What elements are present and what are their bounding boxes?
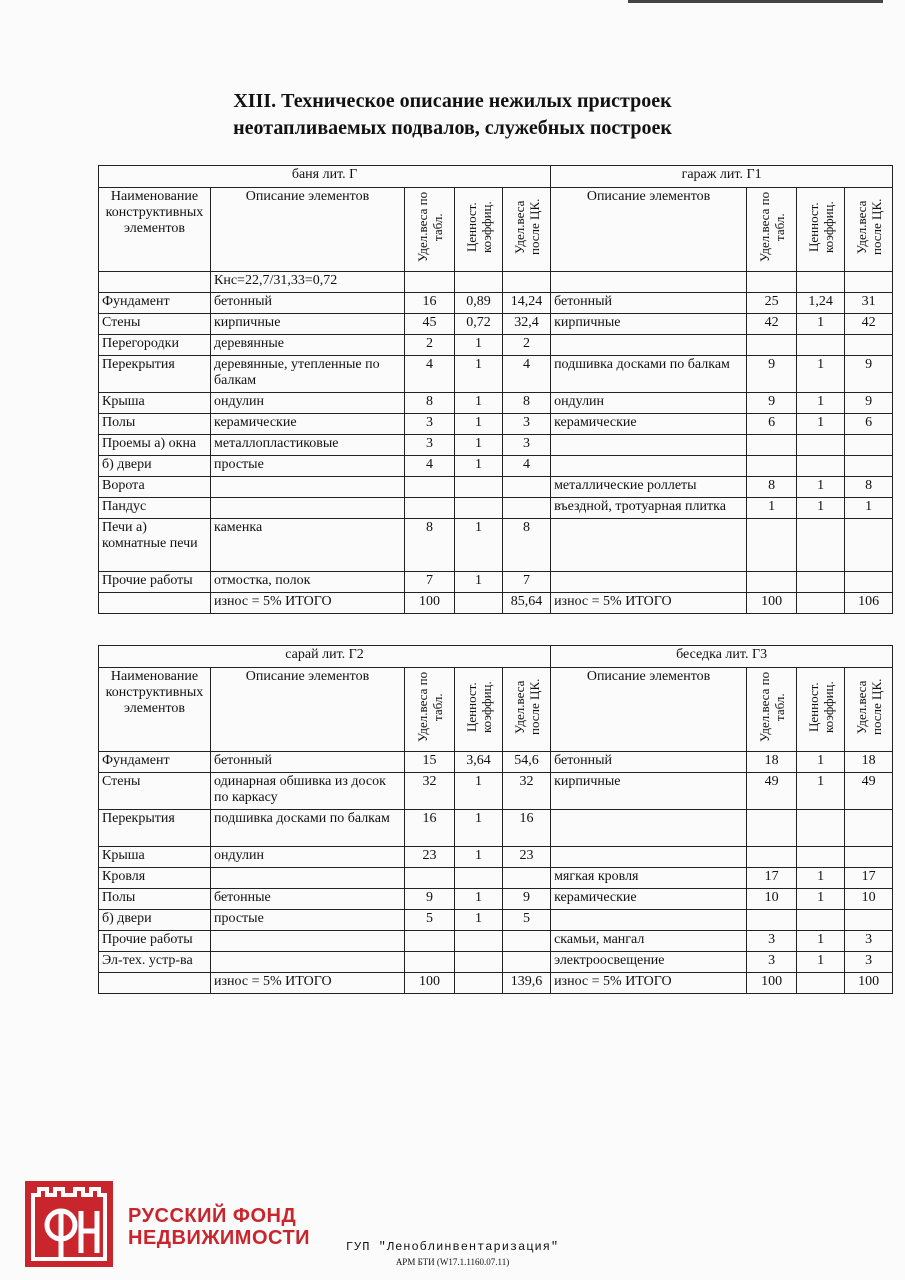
kns-row bbox=[99, 272, 893, 293]
coef-right: 1 bbox=[797, 393, 845, 414]
after-right bbox=[845, 910, 893, 931]
coef-left: 1 bbox=[455, 910, 503, 931]
footer-code: АРМ БТИ (W17.1.1160.07.11) bbox=[395, 1257, 510, 1267]
description-left bbox=[211, 477, 405, 498]
weight-left bbox=[405, 952, 455, 973]
table-bath-garage bbox=[98, 165, 893, 614]
after-right: 3 bbox=[845, 952, 893, 973]
coef-right: 1 bbox=[797, 952, 845, 973]
after-left: 8 bbox=[503, 393, 551, 414]
coef-right bbox=[797, 847, 845, 868]
after-right bbox=[845, 519, 893, 572]
coef-left bbox=[455, 931, 503, 952]
table-row bbox=[99, 931, 893, 952]
total-label-left: износ = 5% ИТОГО bbox=[211, 973, 405, 994]
weight-right: 1 bbox=[747, 498, 797, 519]
rfn-logo-icon bbox=[25, 1181, 113, 1267]
description-left: каменка bbox=[211, 519, 405, 572]
weight-right-header bbox=[747, 188, 797, 272]
building-name-left: баня лит. Г bbox=[99, 166, 551, 188]
coef-left: 1 bbox=[455, 519, 503, 572]
weight-header-label: Удел.веса по табл. bbox=[414, 671, 445, 743]
total-coef-left bbox=[455, 593, 503, 614]
description-right bbox=[551, 910, 747, 931]
after-left: 3 bbox=[503, 435, 551, 456]
coef-left: 1 bbox=[455, 356, 503, 393]
after-left: 4 bbox=[503, 456, 551, 477]
description-right: керамические bbox=[551, 414, 747, 435]
coef-right: 1 bbox=[797, 889, 845, 910]
section-row bbox=[99, 646, 893, 668]
coef-left: 3,64 bbox=[455, 752, 503, 773]
description-right bbox=[551, 847, 747, 868]
weight-right-header bbox=[747, 668, 797, 752]
weight-right: 8 bbox=[747, 477, 797, 498]
after-right: 18 bbox=[845, 752, 893, 773]
after-right: 9 bbox=[845, 393, 893, 414]
weight-right: 17 bbox=[747, 868, 797, 889]
after-left: 5 bbox=[503, 910, 551, 931]
description-right bbox=[551, 435, 747, 456]
after-right: 42 bbox=[845, 314, 893, 335]
after-right-header bbox=[845, 668, 893, 752]
weight-right bbox=[747, 572, 797, 593]
element-name: Ворота bbox=[99, 477, 211, 498]
description-left: деревянные, утепленные по балкам bbox=[211, 356, 405, 393]
after-right: 17 bbox=[845, 868, 893, 889]
weight-right bbox=[747, 910, 797, 931]
description-right: бетонный bbox=[551, 293, 747, 314]
coef-right-header-label: Ценност. коэффиц. bbox=[805, 201, 836, 253]
table-row bbox=[99, 847, 893, 868]
scan-artifact bbox=[628, 0, 883, 3]
after-header-label: Удел.веса после ЦК. bbox=[511, 678, 542, 736]
kns-empty-d bbox=[551, 272, 747, 293]
total-after-right: 100 bbox=[845, 973, 893, 994]
after-left: 9 bbox=[503, 889, 551, 910]
building-name-right: гараж лит. Г1 bbox=[551, 166, 893, 188]
table-row bbox=[99, 435, 893, 456]
after-header bbox=[503, 188, 551, 272]
coef-left: 1 bbox=[455, 810, 503, 847]
weight-left bbox=[405, 477, 455, 498]
total-label-right: износ = 5% ИТОГО bbox=[551, 973, 747, 994]
after-left bbox=[503, 498, 551, 519]
weight-right-header-label: Удел.веса по табл. bbox=[756, 191, 787, 263]
element-name: Фундамент bbox=[99, 752, 211, 773]
after-left: 4 bbox=[503, 356, 551, 393]
table-row bbox=[99, 477, 893, 498]
after-header-label: Удел.веса после ЦК. bbox=[511, 198, 542, 256]
after-right bbox=[845, 456, 893, 477]
after-right bbox=[845, 572, 893, 593]
table-row bbox=[99, 910, 893, 931]
after-header bbox=[503, 668, 551, 752]
after-left: 3 bbox=[503, 414, 551, 435]
after-right: 6 bbox=[845, 414, 893, 435]
table-row bbox=[99, 498, 893, 519]
coef-right bbox=[797, 456, 845, 477]
description-right bbox=[551, 335, 747, 356]
description-left: бетонный bbox=[211, 293, 405, 314]
coef-right bbox=[797, 435, 845, 456]
weight-left: 16 bbox=[405, 293, 455, 314]
kns-empty-e bbox=[747, 272, 797, 293]
element-name: Кровля bbox=[99, 868, 211, 889]
kns-empty bbox=[99, 272, 211, 293]
coef-left: 1 bbox=[455, 435, 503, 456]
table-row bbox=[99, 335, 893, 356]
element-name: Стены bbox=[99, 773, 211, 810]
coef-header bbox=[455, 188, 503, 272]
total-coef-left bbox=[455, 973, 503, 994]
coef-left: 1 bbox=[455, 847, 503, 868]
after-right bbox=[845, 810, 893, 847]
after-right: 8 bbox=[845, 477, 893, 498]
weight-right: 3 bbox=[747, 952, 797, 973]
total-coef-right bbox=[797, 593, 845, 614]
after-left: 7 bbox=[503, 572, 551, 593]
coef-left: 1 bbox=[455, 414, 503, 435]
description-right: мягкая кровля bbox=[551, 868, 747, 889]
weight-right bbox=[747, 810, 797, 847]
description-left: одинарная обшивка из досок по каркасу bbox=[211, 773, 405, 810]
weight-left: 4 bbox=[405, 356, 455, 393]
description-right: скамьи, мангал bbox=[551, 931, 747, 952]
description-left bbox=[211, 868, 405, 889]
coef-left: 0,72 bbox=[455, 314, 503, 335]
element-name: Прочие работы bbox=[99, 931, 211, 952]
element-name: Эл-тех. устр-ва bbox=[99, 952, 211, 973]
after-left bbox=[503, 931, 551, 952]
kns-empty-f bbox=[797, 272, 845, 293]
coef-left bbox=[455, 952, 503, 973]
section-row bbox=[99, 166, 893, 188]
kns-empty-a bbox=[405, 272, 455, 293]
logo-line-1: РУССКИЙ ФОНД bbox=[128, 1205, 297, 1227]
weight-left: 16 bbox=[405, 810, 455, 847]
weight-right: 9 bbox=[747, 393, 797, 414]
weight-left bbox=[405, 498, 455, 519]
coef-right bbox=[797, 810, 845, 847]
description-header: Описание элементов bbox=[211, 668, 405, 752]
after-right-header-label: Удел.веса после ЦК. bbox=[853, 198, 884, 256]
coef-right: 1,24 bbox=[797, 293, 845, 314]
coef-left: 1 bbox=[455, 572, 503, 593]
element-name: Перегородки bbox=[99, 335, 211, 356]
coef-right bbox=[797, 519, 845, 572]
description-left: бетонные bbox=[211, 889, 405, 910]
description-left: деревянные bbox=[211, 335, 405, 356]
element-name-header: Наименование конструктивных элементов bbox=[99, 188, 211, 272]
after-left: 16 bbox=[503, 810, 551, 847]
description-left: керамические bbox=[211, 414, 405, 435]
after-right-header bbox=[845, 188, 893, 272]
table-row bbox=[99, 868, 893, 889]
title-line-2: неотапливаемых подвалов, служебных построек bbox=[233, 117, 672, 139]
total-after-left: 139,6 bbox=[503, 973, 551, 994]
table-row bbox=[99, 314, 893, 335]
element-name-header: Наименование конструктивных элементов bbox=[99, 668, 211, 752]
element-name: б) двери bbox=[99, 456, 211, 477]
element-name: Перекрытия bbox=[99, 810, 211, 847]
weight-left: 45 bbox=[405, 314, 455, 335]
weight-right bbox=[747, 456, 797, 477]
table-shed-gazebo bbox=[98, 645, 893, 994]
after-right: 1 bbox=[845, 498, 893, 519]
after-right: 31 bbox=[845, 293, 893, 314]
weight-right bbox=[747, 847, 797, 868]
total-label-left: износ = 5% ИТОГО bbox=[211, 593, 405, 614]
table-row bbox=[99, 810, 893, 847]
description-left: простые bbox=[211, 456, 405, 477]
weight-right: 10 bbox=[747, 889, 797, 910]
after-right bbox=[845, 335, 893, 356]
coef-left: 1 bbox=[455, 393, 503, 414]
building-name-right: беседка лит. Г3 bbox=[551, 646, 893, 668]
description-right: подшивка досками по балкам bbox=[551, 356, 747, 393]
total-row bbox=[99, 973, 893, 994]
description-left: подшивка досками по балкам bbox=[211, 810, 405, 847]
weight-left: 5 bbox=[405, 910, 455, 931]
table-row bbox=[99, 393, 893, 414]
coef-right-header bbox=[797, 668, 845, 752]
after-right: 9 bbox=[845, 356, 893, 393]
weight-left bbox=[405, 931, 455, 952]
weight-right: 6 bbox=[747, 414, 797, 435]
coef-left bbox=[455, 477, 503, 498]
description-left bbox=[211, 498, 405, 519]
description-right: бетонный bbox=[551, 752, 747, 773]
coef-right: 1 bbox=[797, 477, 845, 498]
after-left bbox=[503, 477, 551, 498]
weight-left: 3 bbox=[405, 414, 455, 435]
coef-left: 1 bbox=[455, 335, 503, 356]
element-name: Полы bbox=[99, 414, 211, 435]
weight-right: 25 bbox=[747, 293, 797, 314]
table-row bbox=[99, 356, 893, 393]
description-right bbox=[551, 519, 747, 572]
description-right bbox=[551, 572, 747, 593]
after-left: 23 bbox=[503, 847, 551, 868]
coef-header-label: Ценност. коэффиц. bbox=[463, 201, 494, 253]
weight-left bbox=[405, 868, 455, 889]
after-right: 10 bbox=[845, 889, 893, 910]
coef-right-header-label: Ценност. коэффиц. bbox=[805, 681, 836, 733]
weight-right bbox=[747, 435, 797, 456]
coef-right: 1 bbox=[797, 314, 845, 335]
after-left: 32,4 bbox=[503, 314, 551, 335]
description-header-right: Описание элементов bbox=[551, 668, 747, 752]
element-name: Проемы а) окна bbox=[99, 435, 211, 456]
description-right: кирпичные bbox=[551, 314, 747, 335]
description-right bbox=[551, 456, 747, 477]
after-right: 3 bbox=[845, 931, 893, 952]
weight-right: 9 bbox=[747, 356, 797, 393]
description-header-right: Описание элементов bbox=[551, 188, 747, 272]
element-name: Стены bbox=[99, 314, 211, 335]
after-right bbox=[845, 847, 893, 868]
weight-left: 32 bbox=[405, 773, 455, 810]
description-right bbox=[551, 810, 747, 847]
total-empty bbox=[99, 973, 211, 994]
table-row bbox=[99, 293, 893, 314]
coef-left: 1 bbox=[455, 889, 503, 910]
building-name-left: сарай лит. Г2 bbox=[99, 646, 551, 668]
total-row bbox=[99, 593, 893, 614]
after-right bbox=[845, 435, 893, 456]
total-weight-right: 100 bbox=[747, 593, 797, 614]
total-label-right: износ = 5% ИТОГО bbox=[551, 593, 747, 614]
coef-right: 1 bbox=[797, 356, 845, 393]
element-name: Перекрытия bbox=[99, 356, 211, 393]
weight-left: 15 bbox=[405, 752, 455, 773]
after-left: 8 bbox=[503, 519, 551, 572]
coef-right: 1 bbox=[797, 752, 845, 773]
weight-right bbox=[747, 335, 797, 356]
after-right-header-label: Удел.веса после ЦК. bbox=[853, 678, 884, 736]
coef-right bbox=[797, 572, 845, 593]
element-name: Печи а) комнатные печи bbox=[99, 519, 211, 572]
weight-right: 49 bbox=[747, 773, 797, 810]
description-header: Описание элементов bbox=[211, 188, 405, 272]
coef-header-label: Ценност. коэффиц. bbox=[463, 681, 494, 733]
kns-empty-c bbox=[503, 272, 551, 293]
weight-header bbox=[405, 668, 455, 752]
element-name: Крыша bbox=[99, 393, 211, 414]
coef-right: 1 bbox=[797, 868, 845, 889]
kns-empty-g bbox=[845, 272, 893, 293]
total-after-left: 85,64 bbox=[503, 593, 551, 614]
weight-right: 3 bbox=[747, 931, 797, 952]
coef-right: 1 bbox=[797, 773, 845, 810]
description-left: отмостка, полок bbox=[211, 572, 405, 593]
header-row bbox=[99, 668, 893, 752]
after-left: 14,24 bbox=[503, 293, 551, 314]
table-row bbox=[99, 752, 893, 773]
coef-right: 1 bbox=[797, 414, 845, 435]
coef-left: 1 bbox=[455, 456, 503, 477]
weight-left: 3 bbox=[405, 435, 455, 456]
title-line-1: XIII. Техническое описание нежилых пристроек bbox=[233, 90, 672, 112]
coef-right-header bbox=[797, 188, 845, 272]
weight-left: 4 bbox=[405, 456, 455, 477]
element-name: Прочие работы bbox=[99, 572, 211, 593]
after-left bbox=[503, 868, 551, 889]
table-row bbox=[99, 456, 893, 477]
after-left: 2 bbox=[503, 335, 551, 356]
weight-right: 42 bbox=[747, 314, 797, 335]
weight-header bbox=[405, 188, 455, 272]
description-right: кирпичные bbox=[551, 773, 747, 810]
description-left: металлопластиковые bbox=[211, 435, 405, 456]
element-name: Фундамент bbox=[99, 293, 211, 314]
weight-header-label: Удел.веса по табл. bbox=[414, 191, 445, 263]
weight-left: 7 bbox=[405, 572, 455, 593]
weight-left: 2 bbox=[405, 335, 455, 356]
kns-value: Кнс=22,7/31,33=0,72 bbox=[211, 272, 405, 293]
coef-right bbox=[797, 335, 845, 356]
description-left bbox=[211, 952, 405, 973]
coef-right bbox=[797, 910, 845, 931]
total-coef-right bbox=[797, 973, 845, 994]
description-right: въездной, тротуарная плитка bbox=[551, 498, 747, 519]
description-left: кирпичные bbox=[211, 314, 405, 335]
coef-left bbox=[455, 498, 503, 519]
description-left: ондулин bbox=[211, 393, 405, 414]
weight-left: 23 bbox=[405, 847, 455, 868]
after-left: 54,6 bbox=[503, 752, 551, 773]
weight-left: 8 bbox=[405, 519, 455, 572]
total-empty bbox=[99, 593, 211, 614]
table-row bbox=[99, 773, 893, 810]
weight-right-header-label: Удел.веса по табл. bbox=[756, 671, 787, 743]
after-left: 32 bbox=[503, 773, 551, 810]
table-row bbox=[99, 572, 893, 593]
coef-left bbox=[455, 868, 503, 889]
description-right: металлические роллеты bbox=[551, 477, 747, 498]
coef-right: 1 bbox=[797, 498, 845, 519]
table-row bbox=[99, 889, 893, 910]
element-name: Полы bbox=[99, 889, 211, 910]
kns-empty-b bbox=[455, 272, 503, 293]
description-right: ондулин bbox=[551, 393, 747, 414]
total-after-right: 106 bbox=[845, 593, 893, 614]
weight-left: 9 bbox=[405, 889, 455, 910]
element-name: Крыша bbox=[99, 847, 211, 868]
total-weight-left: 100 bbox=[405, 973, 455, 994]
after-right: 49 bbox=[845, 773, 893, 810]
footer-org: ГУП "Леноблинвентаризация" bbox=[345, 1240, 560, 1254]
page-title bbox=[0, 88, 905, 142]
description-left: бетонный bbox=[211, 752, 405, 773]
header-row bbox=[99, 188, 893, 272]
weight-right bbox=[747, 519, 797, 572]
description-right: электроосвещение bbox=[551, 952, 747, 973]
table-row bbox=[99, 414, 893, 435]
table-row bbox=[99, 519, 893, 572]
description-left: ондулин bbox=[211, 847, 405, 868]
coef-header bbox=[455, 668, 503, 752]
total-weight-right: 100 bbox=[747, 973, 797, 994]
table-row bbox=[99, 952, 893, 973]
coef-left: 1 bbox=[455, 773, 503, 810]
total-weight-left: 100 bbox=[405, 593, 455, 614]
coef-left: 0,89 bbox=[455, 293, 503, 314]
weight-left: 8 bbox=[405, 393, 455, 414]
logo-line-2: НЕДВИЖИМОСТИ bbox=[128, 1227, 311, 1249]
coef-right: 1 bbox=[797, 931, 845, 952]
element-name: Пандус bbox=[99, 498, 211, 519]
element-name: б) двери bbox=[99, 910, 211, 931]
description-left: простые bbox=[211, 910, 405, 931]
weight-right: 18 bbox=[747, 752, 797, 773]
description-right: керамические bbox=[551, 889, 747, 910]
after-left bbox=[503, 952, 551, 973]
description-left bbox=[211, 931, 405, 952]
